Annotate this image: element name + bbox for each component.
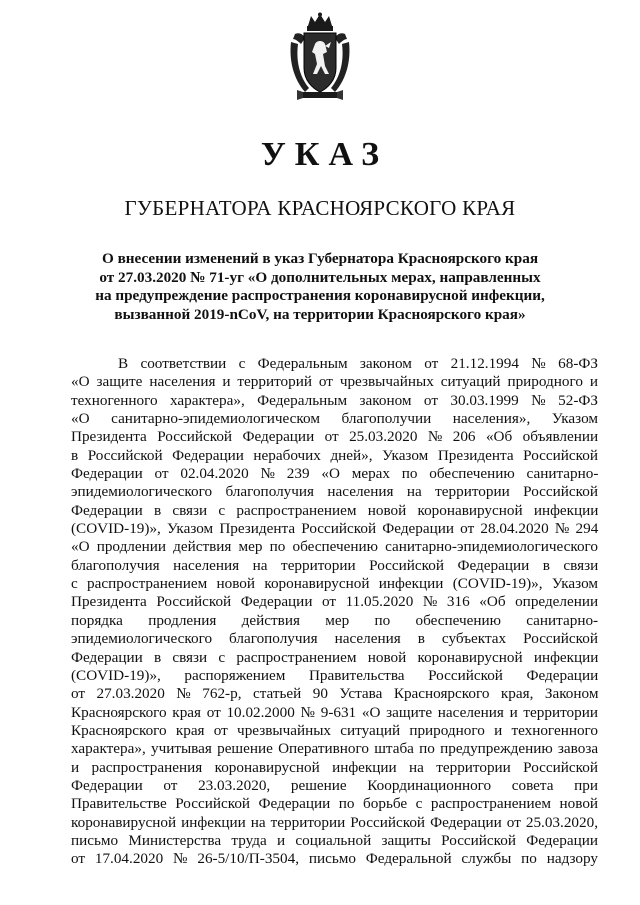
body-line: Федерации от 23.03.2020, решение Координационного совета при bbox=[71, 776, 598, 794]
body-line: Федерации в связи с распространением новой коронавирусной инфекции bbox=[71, 501, 599, 519]
body-line: «О санитарно-эпидемиологическом благополучии населения», Указом bbox=[71, 410, 598, 428]
body-line: от 27.03.2020 № 762-р, статьей 90 Устава Красноярского края, Законом bbox=[71, 685, 599, 703]
body-line: (COVID-19)», распоряжением Правительства Российской Федерации bbox=[71, 666, 599, 684]
body-line: (COVID-19)», Указом Президента Российской Федерации от 28.04.2020 № 294 bbox=[71, 520, 599, 538]
body-line: характера», учитывая решение Оперативного штаба по предупреждению завоза bbox=[71, 740, 599, 758]
body-line: письмо Министерства труда и социальной защиты Российской Федерации bbox=[71, 831, 598, 849]
body-line: порядка продления действия мер по обеспечению санитарно- bbox=[71, 611, 599, 629]
body-line: и распространения коронавирусной инфекции на территории Российской bbox=[71, 758, 598, 776]
body-line: Президента Российской Федерации от 25.03.2020 № 206 «Об объявлении bbox=[71, 428, 599, 446]
title-line: от 27.03.2020 № 71-уг «О дополнительных мерах, направленных bbox=[99, 268, 541, 286]
body-line: «О защите населения и территорий от чрезвычайных ситуаций природного и bbox=[71, 373, 598, 391]
body-line: в Российской Федерации нерабочих дней», Указом Президента Российской bbox=[71, 446, 598, 464]
title-line: вызванной 2019-nCoV, на территории Красноярского края» bbox=[114, 305, 526, 323]
body-line: Красноярского края от 10.02.2000 № 9-631 «О защите населения и территории bbox=[71, 703, 598, 721]
coat-of-arms-emblem bbox=[287, 12, 353, 102]
body-line: эпидемиологического благополучия населения в субъектах Российской bbox=[71, 630, 598, 648]
document-body bbox=[71, 355, 598, 869]
body-line: эпидемиологического благополучия населения на территории Российской bbox=[71, 483, 598, 501]
document-title bbox=[70, 250, 570, 324]
body-line: Красноярского края от чрезвычайных ситуаций природного и техногенного bbox=[71, 721, 598, 739]
title-line: О внесении изменений в указ Губернатора Красноярского края bbox=[101, 250, 539, 267]
body-line: Федерации в связи с распространением новой коронавирусной инфекции bbox=[71, 648, 599, 666]
body-line: Федерации от 02.04.2020 № 239 «О мерах по обеспечению санитарно- bbox=[71, 465, 599, 483]
body-line: коронавирусной инфекции на территории Российской Федерации от 25.03.2020, bbox=[71, 813, 598, 831]
body-line: техногенного характера», Федеральным законом от 30.03.1999 № 52-ФЗ bbox=[71, 391, 598, 409]
body-line: Правительстве Российской Федерации по борьбе с распространением новой bbox=[71, 795, 599, 813]
body-line: благополучия населения на территории Российской Федерации в связи bbox=[71, 556, 599, 574]
body-line: В соответствии с Федеральным законом от 21.12.1994 № 68-ФЗ bbox=[118, 355, 598, 372]
issuing-authority: ГУБЕРНАТОРА КРАСНОЯРСКОГО КРАЯ bbox=[124, 196, 516, 220]
body-line: «О продлении действия мер по обеспечению санитарно-эпидемиологического bbox=[71, 538, 598, 556]
body-line: Президента Российской Федерации от 11.05.2020 № 316 «Об определении bbox=[71, 593, 599, 611]
document-type-heading: УКАЗ bbox=[260, 136, 389, 173]
body-line: с распространением новой коронавирусной инфекции (COVID-19)», Указом bbox=[71, 575, 598, 593]
body-line: от 17.04.2020 № 26-5/10/П-3504, письмо Федеральной службы по надзору bbox=[71, 850, 598, 868]
title-line: на предупреждение распространения коронавирусной инфекции, bbox=[95, 287, 545, 304]
